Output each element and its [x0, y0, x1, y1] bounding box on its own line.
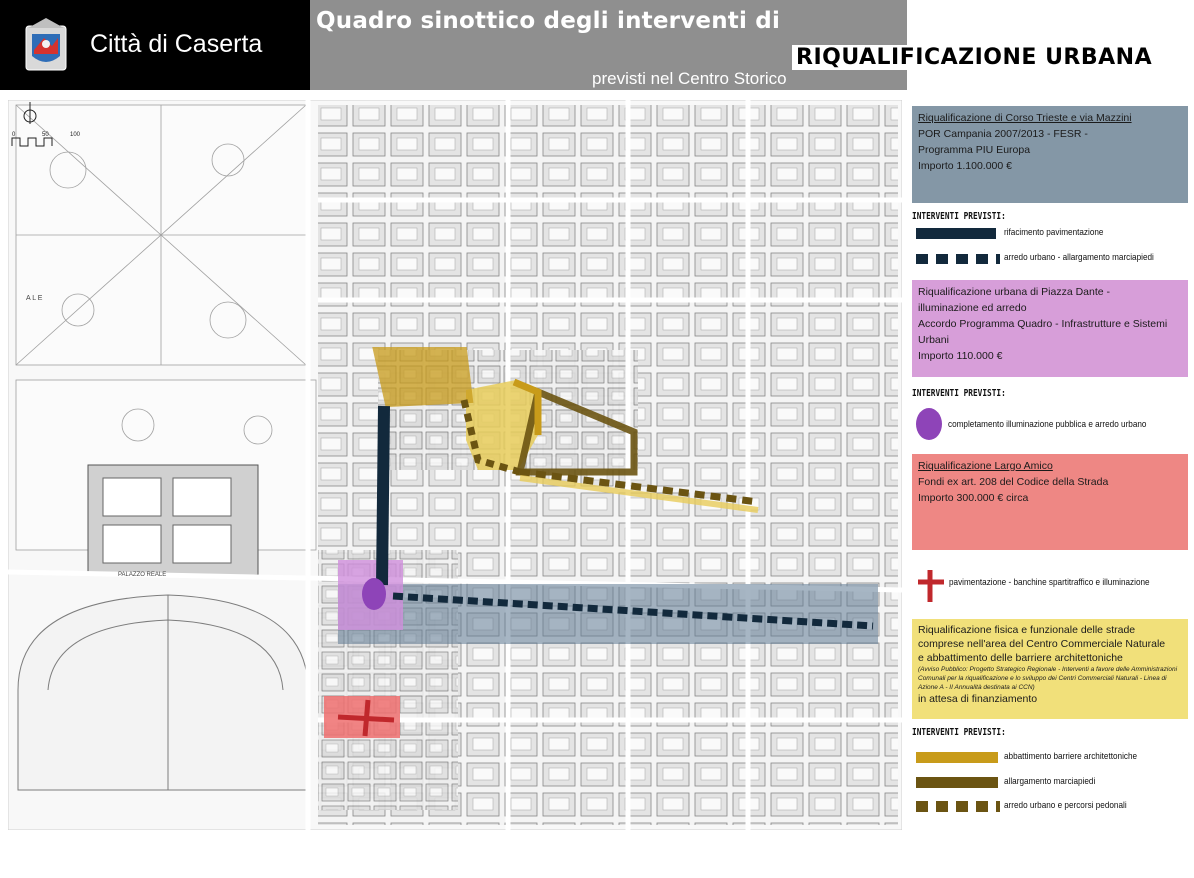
legend-box-text: Urbani: [918, 334, 949, 346]
legend-box-largo-amico: [912, 454, 1188, 550]
barrier-removal-square: [376, 350, 470, 404]
legend-box-note: (Avviso Pubblico: Progetto Strategico Regionale - Interventi a favore delle Amministrazioni Comunali per la riqualificazione e lo sviluppo dei Centri Commerciali Naturali - Linea di Azione A - II Annualità destinata ai CCN): [918, 666, 1178, 691]
legend-item-label: pavimentazione - banchine spartitraffico e illuminazione: [949, 577, 1150, 588]
legend-item-label: rifacimento pavimentazione: [1004, 227, 1104, 238]
city-crest-logo: [22, 16, 70, 72]
city-name: Città di Caserta: [90, 30, 263, 58]
legend-item-label: completamento illuminazione pubblica e arredo urbano: [948, 419, 1147, 430]
page-title-highlight: RIQUALIFICAZIONE URBANA: [792, 45, 1156, 70]
legend-box-title: Riqualificazione urbana di Piazza Dante -: [918, 286, 1111, 298]
dashed-navy-swatch-icon: [916, 254, 1000, 264]
brown-bar-icon: [916, 777, 998, 788]
legend-box-text: illuminazione ed arredo: [918, 302, 1027, 314]
svg-text:50: 50: [42, 132, 49, 138]
legend-box-status: in attesa di finanziamento: [918, 693, 1038, 705]
legend-box-title: Riqualificazione fisica e funzionale delle strade: [918, 624, 1136, 636]
legend-item-label: allargamento marciapiedi: [1004, 776, 1096, 787]
svg-text:0: 0: [12, 132, 16, 138]
page-subtitle: previsti nel Centro Storico: [592, 69, 787, 88]
legend-box-text: Importo 300.000 € circa: [918, 492, 1029, 504]
legend-box-text: Fondi ex art. 208 del Codice della Strada: [918, 476, 1109, 488]
legend-box-text: Importo 110.000 €: [918, 350, 1003, 362]
street-label-palazzo: PALAZZO REALE: [118, 572, 167, 578]
gold-bar-icon: [916, 752, 998, 763]
legend-box-text: comprese nell'area del Centro Commerciale Naturale: [918, 638, 1166, 650]
legend-box-text: e abbattimento delle barriere architettoniche: [918, 652, 1123, 664]
legend-box-corso-trieste: [912, 106, 1188, 203]
corso-trieste-zone: [338, 584, 878, 644]
legend-panel: [905, 100, 1194, 830]
legend-box-title: Riqualificazione di Corso Trieste e via Mazzini: [918, 112, 1132, 124]
legend-item-label: abbattimento barriere architettoniche: [1004, 751, 1138, 762]
legend-box-text: POR Campania 2007/2013 - FESR -: [918, 128, 1088, 140]
royal-palace: [88, 465, 258, 575]
interventi-label: INTERVENTI PREVISTI:: [912, 211, 1006, 222]
legend-box-text: Programma PIU Europa: [918, 144, 1031, 156]
purple-circle-icon: [914, 406, 944, 442]
red-cross-icon: [916, 568, 946, 604]
city-map: [8, 100, 902, 830]
legend-box-text: Accordo Programma Quadro - Infrastrutture e Sistemi: [918, 318, 1168, 330]
piazza-dante-marker: [362, 578, 386, 610]
solid-navy-swatch-icon: [916, 228, 996, 239]
legend-box-title: Riqualificazione Largo Amico: [918, 460, 1053, 472]
street-label-viale: A L E: [26, 295, 43, 302]
legend-box-centro-commerciale: [912, 619, 1188, 719]
interventi-label: INTERVENTI PREVISTI:: [912, 388, 1006, 399]
svg-text:100: 100: [70, 132, 81, 138]
page-title: Quadro sinottico degli interventi di: [316, 8, 781, 34]
piazza-carlo-iii: [18, 595, 308, 790]
legend-box-piazza-dante: [912, 280, 1188, 377]
via-mazzini-pavement: [382, 406, 384, 585]
legend-box-text: Importo 1.100.000 €: [918, 160, 1012, 172]
interventi-label: INTERVENTI PREVISTI:: [912, 727, 1006, 738]
legend-item-label: arredo urbano e percorsi pedonali: [1004, 800, 1127, 811]
legend-item-label: arredo urbano - allargamento marciapiedi: [1004, 252, 1154, 263]
dashed-brown-bar-icon: [916, 801, 1000, 812]
